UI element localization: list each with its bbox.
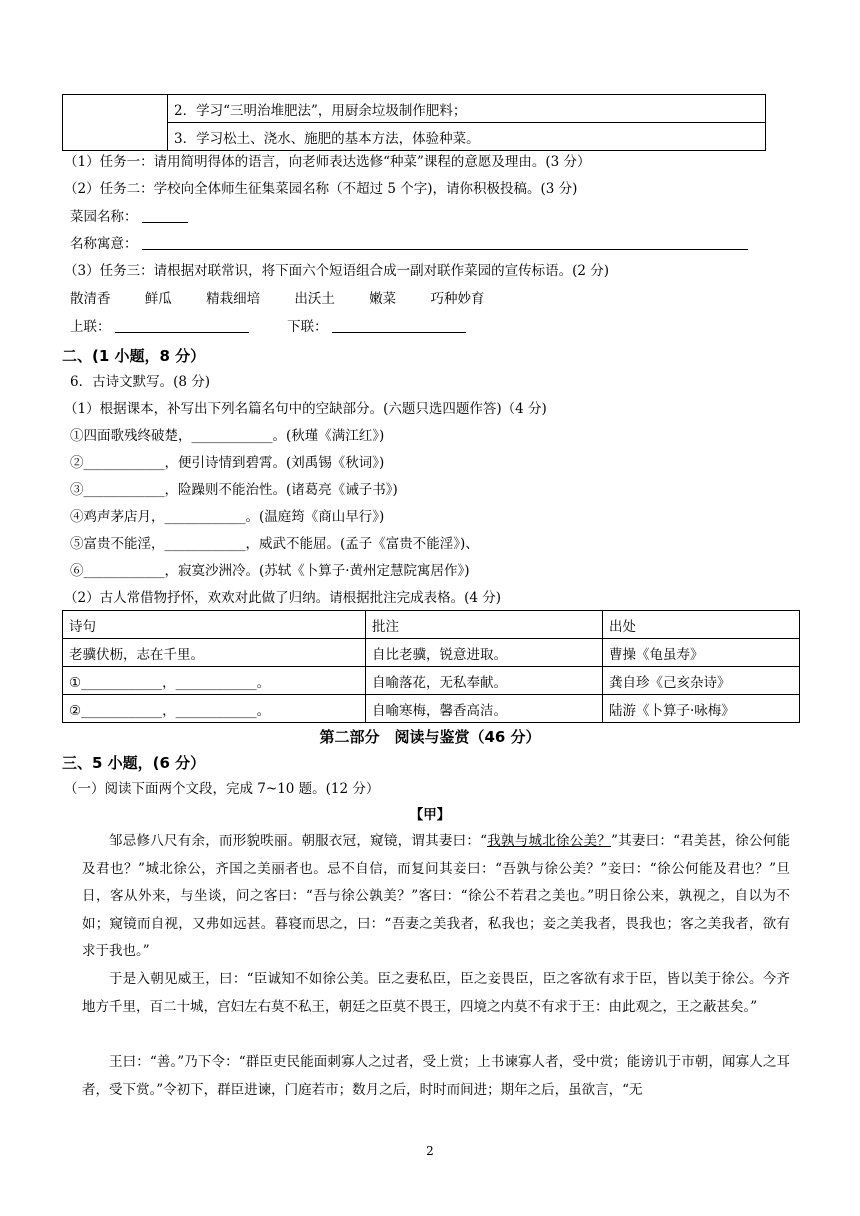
phrase-item: 散清香: [70, 291, 111, 307]
part2-heading: 第二部分 阅读与鉴赏（46 分）: [319, 728, 541, 746]
task2-text: （2）任务二：学校向全体师生征集菜园名称（不超过 5 个字)，请你积极投稿。(3 分): [64, 181, 578, 197]
lower-couplet-label: 下联：: [287, 319, 328, 335]
recite-line: ①四面歌残终破楚，____________。(秋瑾《满江红》): [70, 428, 385, 444]
table-cell: 自喻落花，无私奉献。: [366, 667, 603, 695]
phrase-item: 鲜瓜: [144, 291, 172, 307]
table-header-cell: 诗句: [63, 611, 366, 639]
table-cell: 老骥伏枥，志在千里。: [63, 639, 366, 667]
table-cell: 2．学习“三明治堆肥法”，用厨余垃圾制作肥料；: [168, 95, 766, 123]
question6-sub2: （2）古人常借物抒怀，欢欢对此做了归纳。请根据批注完成表格。(4 分): [64, 590, 502, 606]
table-cell: ①____________，____________。: [63, 667, 366, 695]
recite-line: ⑥____________，寂寞沙洲冷。(苏轼《卜算子·黄州定慧院寓居作》): [70, 563, 470, 579]
table-cell: 曹操《龟虽寿》: [603, 639, 800, 667]
name-meaning-label: 名称寓意：: [70, 236, 138, 252]
passage-paragraph-1: [82, 828, 790, 966]
table-row: [63, 639, 800, 667]
upper-couplet-blank[interactable]: [115, 318, 249, 333]
table-header-cell: 出处: [603, 611, 800, 639]
recite-line: ⑤富贵不能淫，____________，威武不能屈。(孟子《富贵不能淫》)、: [70, 536, 479, 552]
phrase-item: 精栽细培: [206, 291, 261, 307]
recite-line: ②____________，便引诗情到碧霄。(刘禹锡《秋词》): [70, 455, 385, 471]
table-cell: 3．学习松土、浇水、施肥的基本方法，体验种菜。: [168, 123, 766, 151]
table-cell: ②____________，____________。: [63, 695, 366, 723]
recite-line: ③____________，险躁则不能治性。(诸葛亮《诫子书》): [70, 482, 398, 498]
table-cell: 龚自珍《己亥杂诗》: [603, 667, 800, 695]
page-number: 2: [426, 1144, 434, 1158]
question6-sub1: （1）根据课本，补写出下列名篇名句中的空缺部分。(六题只选四题作答)（4 分): [64, 401, 547, 417]
p1-pre: 邹忌修八尺有余，而形貌昳丽。朝服衣冠，窥镜，谓其妻曰：“: [109, 833, 488, 849]
table-row: [63, 667, 800, 695]
passage-paragraph-2: 于是入朝见威王，曰：“臣诚知不如徐公美。臣之妻私臣，臣之妾畏臣，臣之客欲有求于臣，皆以美于徐公。今齐地方千里，百二十城，宫妇左右莫不私王，朝廷之臣莫不畏王，四境之内莫不有求于王：由此观之，王之蔽甚矣。”: [82, 971, 790, 1015]
table-row: [63, 123, 766, 151]
phrase-list: [70, 290, 484, 308]
section2-heading: 二、(1 小题，8 分）: [62, 347, 206, 365]
recite-line: ④鸡声茅店月，____________。(温庭筠《商山早行》): [70, 509, 385, 525]
table-row: [63, 95, 766, 123]
table-cell: 自喻寒梅，馨香高洁。: [366, 695, 603, 723]
couplet-row: [70, 318, 466, 336]
task1-text: （1）任务一：请用简明得体的语言，向老师表达选修“种菜”课程的意愿及理由。(3 分）: [64, 154, 591, 170]
reading-intro: （一）阅读下面两个文段，完成 7~10 题。(12 分）: [64, 781, 380, 797]
upper-couplet-label: 上联：: [70, 319, 111, 335]
garden-name-blank[interactable]: [142, 208, 188, 223]
p1-underline: 我孰与城北徐公美？: [487, 833, 612, 849]
name-meaning-blank[interactable]: [142, 235, 748, 250]
name-meaning-row: [70, 235, 748, 253]
table-cell: 陆游《卜算子·咏梅》: [603, 695, 800, 723]
passage-paragraph-3: 王曰：“善。”乃下令：“群臣吏民能面刺寡人之过者，受上赏；上书谏寡人者，受中赏；能谤讥于市朝，闻寡人之耳者，受下赏。”令初下，群臣进谏，门庭若市；数月之后，时时而间进；期年之后，虽欲言，“无: [82, 1054, 790, 1098]
table-header-cell: 批注: [366, 611, 603, 639]
section3-heading: 三、5 小题，(6 分）: [62, 754, 206, 772]
garden-name-row: [70, 208, 188, 226]
task3-text: （3）任务三：请根据对联常识，将下面六个短语组合成一副对联作菜园的宣传标语。(2 分): [64, 263, 610, 279]
table-cell: 自比老骥，锐意进取。: [366, 639, 603, 667]
phrase-item: 出沃土: [294, 291, 335, 307]
question6-text: 6．古诗文默写。(8 分): [70, 374, 211, 390]
poem-table: [62, 610, 800, 723]
phrase-item: 嫩菜: [369, 291, 397, 307]
course-table: [62, 94, 766, 151]
phrase-item: 巧种妙育: [430, 291, 485, 307]
passage-jia-label: 【甲】: [409, 807, 451, 823]
p1-post: ”其妻曰：“君美甚，徐公何能及君也？”城北徐公，齐国之美丽者也。忌不自信，而复问其妾曰：“吾孰与徐公美？”妾曰：“徐公何能及君也？”旦日，客从外来，与坐谈，问之客曰：“吾与徐公孰美？”客曰：“徐公不若君之美也。”明日徐公来，孰视之，自以为不如；窥镜而自视，又弗如远甚。暮寝而思之，曰：“吾妻之美我者，私我也；妾之美我者，畏我也；客之美我者，欲有求于我也。”: [82, 833, 791, 959]
table-cell-empty: [63, 95, 168, 151]
garden-name-label: 菜园名称：: [70, 209, 138, 225]
lower-couplet-blank[interactable]: [332, 318, 466, 333]
table-row: [63, 695, 800, 723]
table-header-row: [63, 611, 800, 639]
